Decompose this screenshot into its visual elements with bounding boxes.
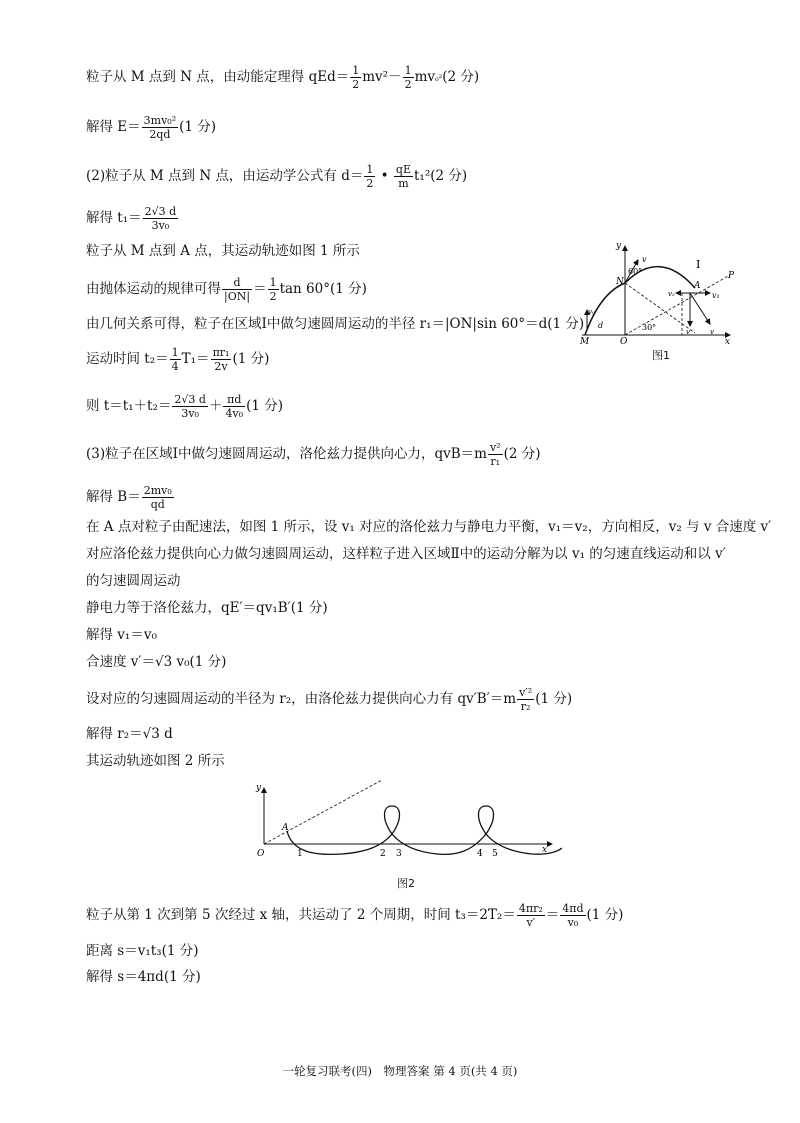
svg-text:60°: 60° <box>628 267 643 276</box>
time-t2-line: 运动时间 t₂＝ $\frac{1}{4}$ T₁＝ $\frac{\text{πr₁}}{2v}$ (1 分) <box>86 346 270 373</box>
svg-text:v₂: v₂ <box>668 290 675 298</box>
distance-line: 距离 s＝v₁t₃(1 分) <box>86 943 199 959</box>
solve-B-line: 解得 B＝ $\frac{\text{2mv₀}}{qd}$ <box>86 484 172 511</box>
fraction-half: $\frac{1}{2}$ <box>366 163 374 190</box>
solve-t1-line: 解得 t₁＝ $\frac{2√3 d}{\text{3v₀}}$ <box>86 205 177 232</box>
force-balance-line: 静电力等于洛伦兹力，qE′＝qv₁B′(1 分) <box>86 600 328 616</box>
svg-text:v: v <box>686 328 690 336</box>
fraction-half: $\frac{1}{2}$ <box>269 276 277 303</box>
svg-text:Ⅰ: Ⅰ <box>696 258 701 271</box>
lorentz-force-line: (3)粒子在区域Ⅰ中做匀速圆周运动，洛伦兹力提供向心力，qvB＝m $\frac{\text{v²}}{\text{r₁}}$ (2 分) <box>86 441 541 468</box>
svg-text:v₀: v₀ <box>588 308 595 316</box>
figure-2-caption: 图2 <box>397 877 415 890</box>
energy-theorem-line: 粒子从 M 点到 N 点，由动能定理得 qEd＝ $\frac{1}{2}$ mv²－ $\frac{1}{2}$ mv₀²(2 分) <box>86 64 480 91</box>
radius-r2-line: 设对应的匀速圆周运动的半径为 r₂，由洛伦兹力提供向心力有 qv′B′＝m $\frac{\text{v′²}}{\text{r₂}}$ (1 分) <box>86 686 573 713</box>
projectile-line: 由抛体运动的规律可得 $\frac{d}{|ON|}$ ＝ $\frac{1}{2}$ tan 60°(1 分) <box>86 276 367 303</box>
fraction-quarter: $\frac{1}{4}$ <box>171 346 179 373</box>
svg-text:x: x <box>725 337 731 347</box>
fraction-B: $\frac{\text{2mv₀}}{qd}$ <box>143 484 172 511</box>
dashed-NA <box>625 283 695 333</box>
fraction-t2: $\frac{\pi d}{\text{4v₀}}$ <box>225 393 244 420</box>
period-time-line: 粒子从第 1 次到第 5 次经过 x 轴，共运动了 2 个周期，时间 t₃＝2T₂＝ $\frac{\text{4πr₂}}{v'}$ ＝ $\frac{4\pi d}{\text{v₀}}$ (1 分) <box>86 902 624 929</box>
svg-text:30°: 30° <box>642 323 657 332</box>
fraction-4pi-r2: $\frac{\text{4πr₂}}{v'}$ <box>518 902 543 929</box>
svg-text:A: A <box>694 281 701 291</box>
svg-text:O: O <box>257 849 265 859</box>
solve-s-line: 解得 s＝4πd(1 分) <box>86 969 201 985</box>
trajectory-fig1-line: 粒子从 M 点到 A 点，其运动轨迹如图 1 所示 <box>86 243 360 259</box>
solve-v1-line: 解得 v₁＝v₀ <box>86 627 157 643</box>
fraction-half: $\frac{1}{2}$ <box>352 64 360 91</box>
svg-text:y: y <box>616 241 622 251</box>
fraction-half: $\frac{1}{2}$ <box>404 64 412 91</box>
svg-text:v: v <box>710 328 714 336</box>
fraction-qE-m: $\frac{qE}{m}$ <box>395 163 411 190</box>
svg-text:d: d <box>598 321 604 330</box>
svg-text:v₁: v₁ <box>712 291 720 300</box>
trajectory-fig2-line: 其运动轨迹如图 2 所示 <box>86 753 225 769</box>
svg-text:3: 3 <box>396 849 402 859</box>
combined-velocity-line: 合速度 v′＝√3 v₀(1 分) <box>86 654 227 670</box>
fraction-v2-r1: $\frac{\text{v²}}{\text{r₁}}$ <box>489 441 501 468</box>
total-time-line: 则 t＝t₁＋t₂＝ $\frac{2√3 d}{\text{3v₀}}$ ＋ $\frac{\pi d}{\text{4v₀}}$ (1 分) <box>86 393 283 420</box>
fig2-trajectory <box>287 806 562 854</box>
v-arrow-diag <box>690 293 710 324</box>
svg-text:x: x <box>542 845 548 855</box>
svg-text:5: 5 <box>492 849 498 859</box>
svg-text:M: M <box>580 337 590 347</box>
boundary-line-OP <box>625 275 730 335</box>
svg-text:O: O <box>620 337 628 347</box>
svg-text:2: 2 <box>380 849 386 859</box>
velocity-matching-line: 在 A 点对粒子由配速法，如图 1 所示，设 v₁ 对应的洛伦兹力与静电力平衡，v₁＝v₂，方向相反，v₂ 与 v 合速度 v′ <box>86 519 772 535</box>
solve-r2-line: 解得 r₂＝√3 d <box>86 726 173 742</box>
fraction-pi-r1: $\frac{\text{πr₁}}{2v}$ <box>212 346 230 373</box>
fig2-boundary-line <box>264 780 382 844</box>
fraction-t1: $\frac{2√3 d}{\text{3v₀}}$ <box>144 205 177 232</box>
page-footer: 一轮复习联考(四) 物理答案 第 4 页(共 4 页) <box>282 1064 518 1078</box>
fraction-t1: $\frac{2√3 d}{\text{3v₀}}$ <box>174 393 206 420</box>
kinematics-line: (2)粒子从 M 点到 N 点，由运动学公式有 d＝ $\frac{1}{2}$ • $\frac{qE}{m}$ t₁²(2 分) <box>86 163 468 190</box>
geometry-radius-line: 由几何关系可得，粒子在区域Ⅰ中做匀速圆周运动的半径 r₁＝|ON|sin 60°＝d(1 分) <box>86 316 585 332</box>
svg-text:A: A <box>282 823 289 833</box>
fraction-E: $\frac{\text{3mv₀²}}{2qd}$ <box>143 114 177 141</box>
svg-text:y: y <box>256 783 262 793</box>
velocity-matching-line-3: 的匀速圆周运动 <box>86 573 181 589</box>
svg-text:N: N <box>616 277 624 287</box>
svg-text:v: v <box>642 255 647 264</box>
figure-1-diagram <box>570 238 745 348</box>
fraction-d-ON: $\frac{d}{|ON|}$ <box>224 276 251 303</box>
figure-2-diagram <box>252 776 562 871</box>
svg-text:4: 4 <box>477 849 483 859</box>
svg-text:P: P <box>728 271 735 281</box>
figure-1-caption: 图1 <box>652 349 670 362</box>
fraction-v-prime: $\frac{\text{v′²}}{\text{r₂}}$ <box>519 686 533 713</box>
solve-E-line: 解得 E＝ $\frac{\text{3mv₀²}}{2qd}$ (1 分) <box>86 114 217 141</box>
fraction-4pi-d: $\frac{4\pi d}{\text{v₀}}$ <box>562 902 584 929</box>
velocity-matching-line-2: 对应洛伦兹力提供向心力做匀速圆周运动，这样粒子进入区域Ⅱ中的运动分解为以 v₁ 的匀速直线运动和以 v′ <box>86 546 726 562</box>
svg-text:1: 1 <box>297 849 303 859</box>
